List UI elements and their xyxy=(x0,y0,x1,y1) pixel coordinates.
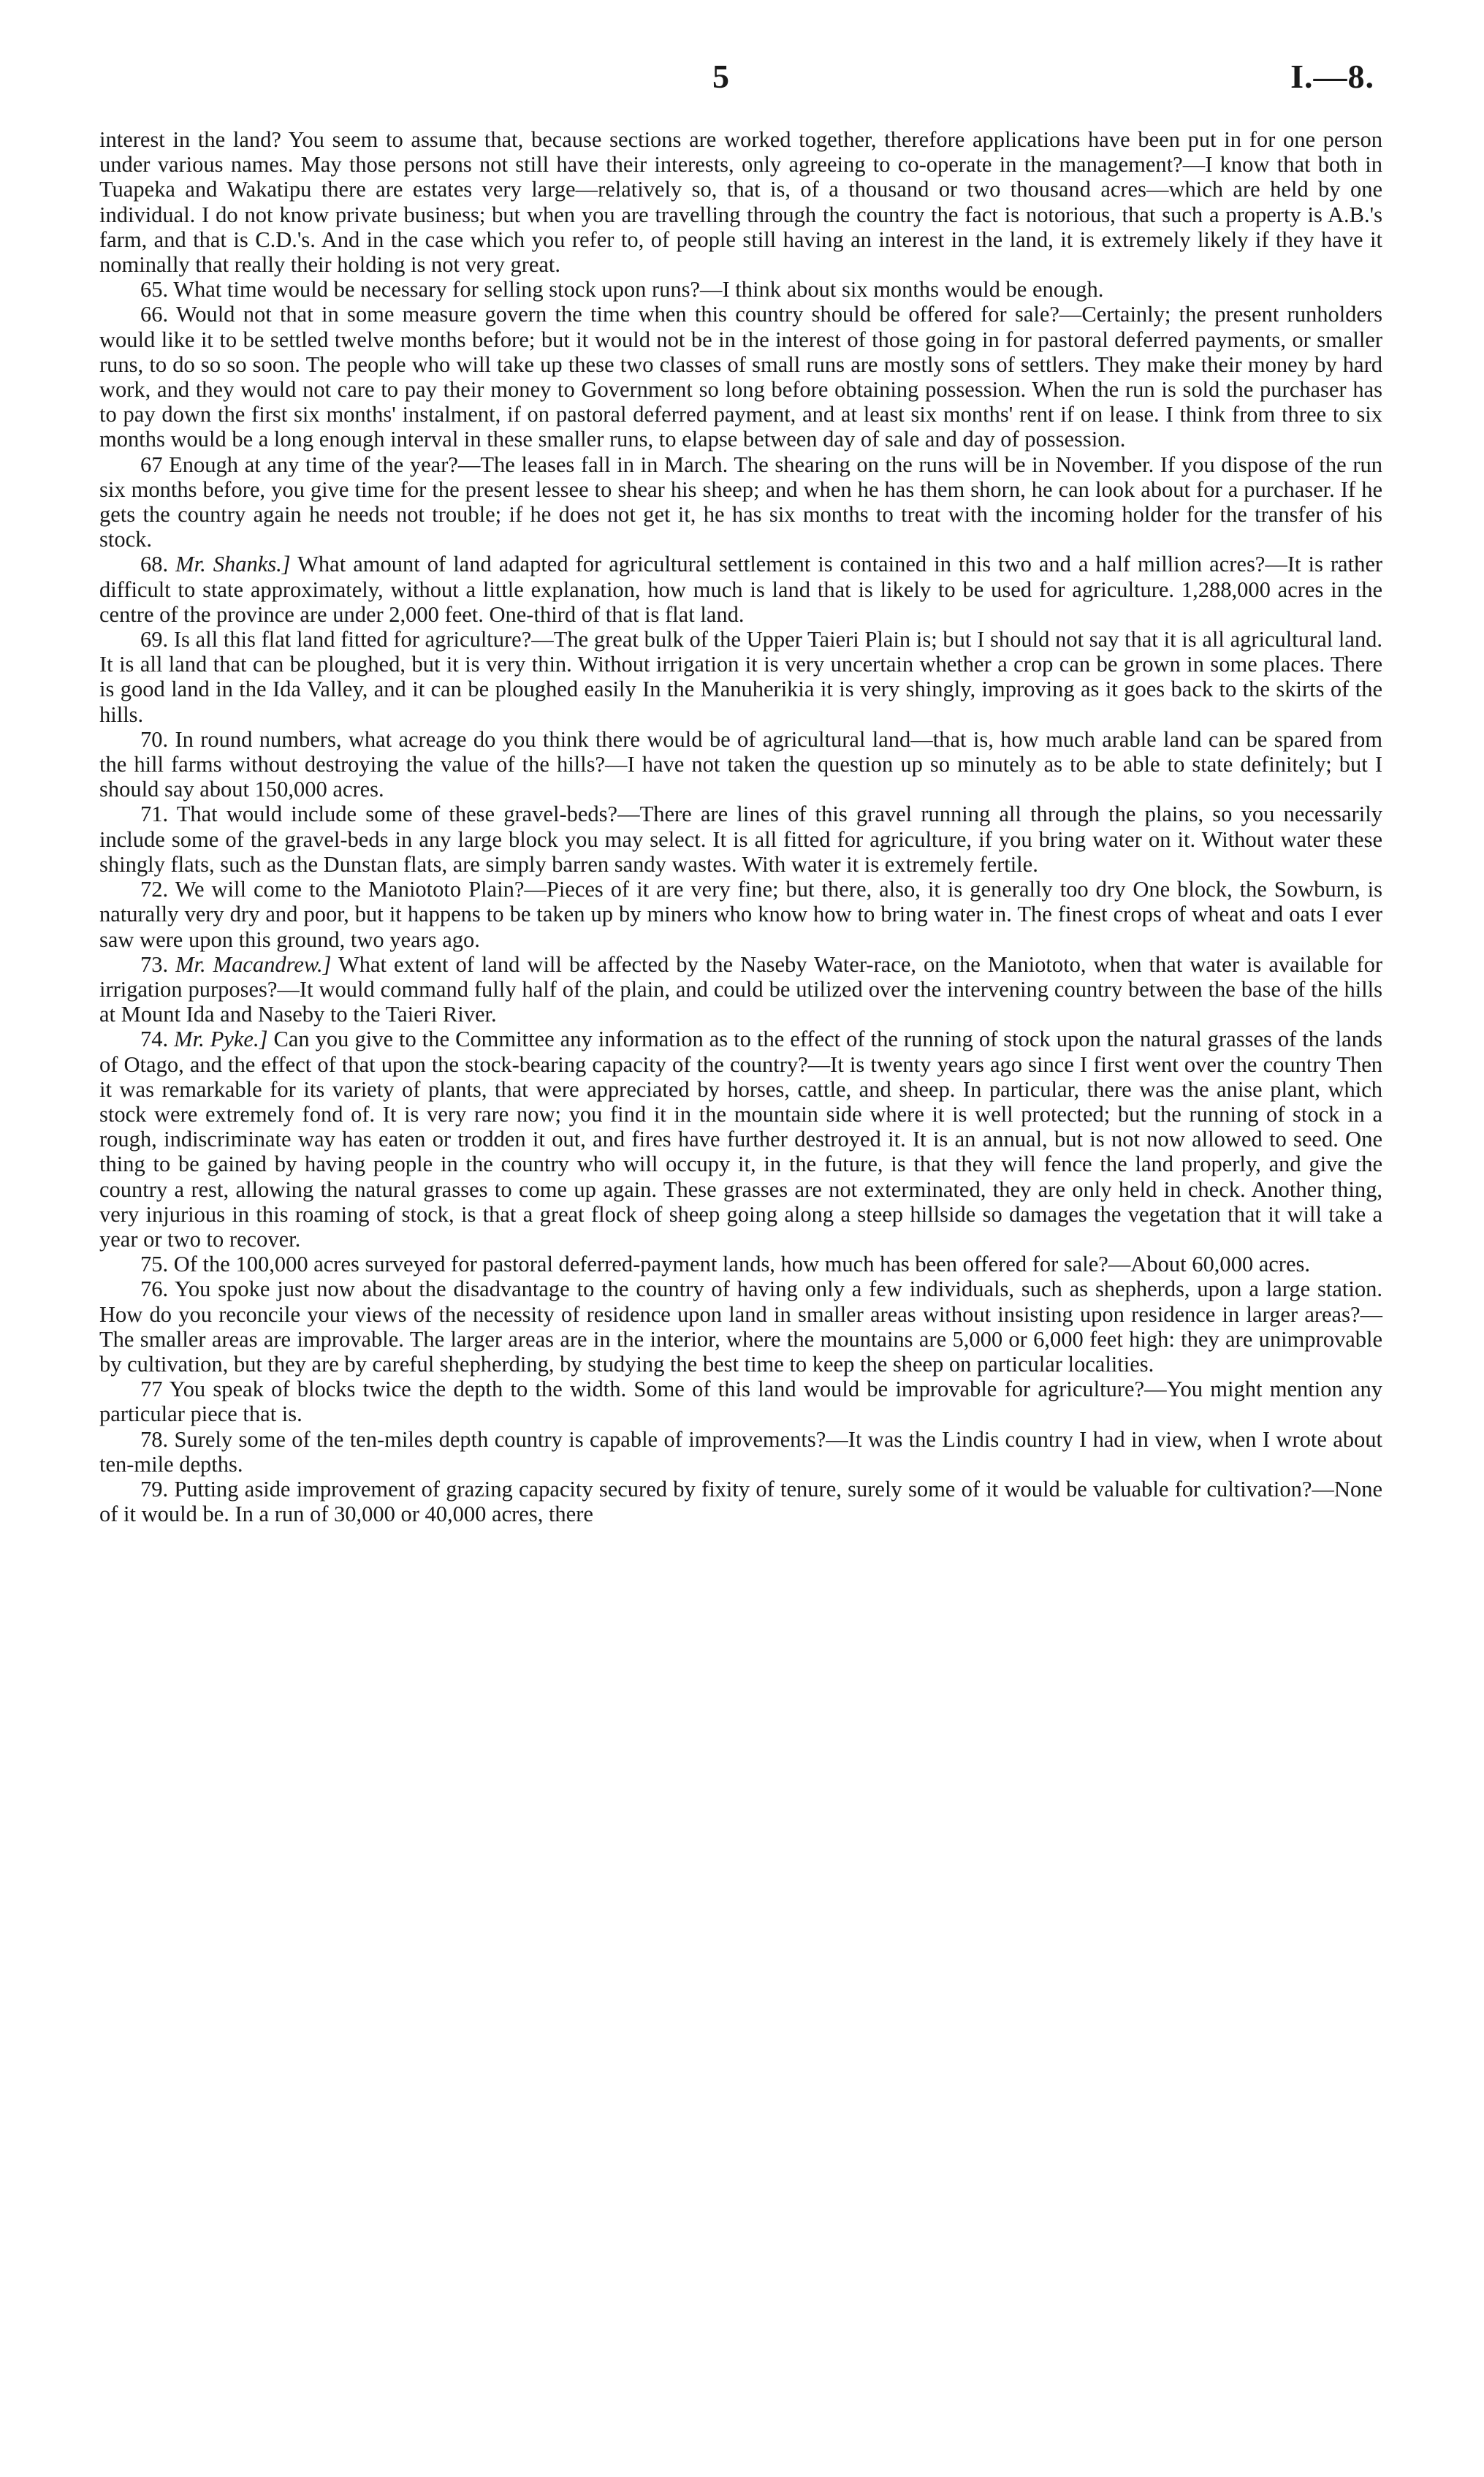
question-number: 70. xyxy=(140,726,169,752)
paragraph-text: What extent of land will be affected by the Naseby Water-race, on the Maniototo, when that water is available for irrigation purposes?—It would command fully half of the plain, and could be utilized over the intervening country between the base of the hills at Mount Ida and Naseby to the Taieri River. xyxy=(99,951,1382,1027)
page-number: 5 xyxy=(712,58,729,95)
question-number: 75. xyxy=(140,1252,169,1277)
paragraph-text: Enough at any time of the year?—The leases fall in in March. The shearing on the runs will be in November. If you dispose of the run six months before, you give time for the present lessee to shear his sheep; and when he has them shorn, he can look about for a purchaser. If he gets the country again he needs not trouble; if he does not get it, he has six months to treat with the incoming holder for the transfer of his stock. xyxy=(99,452,1382,552)
body-text xyxy=(99,127,1382,1526)
question-65 xyxy=(99,277,1382,302)
document-reference: I.—8. xyxy=(1290,58,1374,95)
paragraph-text: You speak of blocks twice the depth to the width. Some of this land would be improvable for agriculture?—You might mention any particular piece that is. xyxy=(99,1377,1382,1427)
paragraph-continuation xyxy=(99,127,1382,277)
speaker-name: Mr. Macandrew.] xyxy=(175,951,332,977)
question-74 xyxy=(99,1027,1382,1252)
paragraph-text: interest in the land? You seem to assume that, because sections are worked together, therefore applications have been put in for one person under various names. May those persons not still have their interests, only agreeing to co-operate in the management?—I know that both in Tuapeka and Wakatipu there are estates very large—relatively so, that is, of a thousand or two thousand acres—which are held by one individual. I do not know private business; but when you are travelling through the country the fact is notorious, that such a property is A.B.'s farm, and that is C.D.'s. And in the case which you refer to, of people still having an interest in the land, it is extremely likely if they have it nominally that really their holding is not very great. xyxy=(99,127,1382,278)
question-number: 71. xyxy=(140,802,169,827)
question-number: 67 xyxy=(140,452,163,477)
question-76 xyxy=(99,1276,1382,1377)
paragraph-text: What amount of land adapted for agricultural settlement is contained in this two and a half million acres?—It is rather difficult to state approximately, without a little explanation, how much is land that is likely to be used for agriculture. 1,288,000 acres in the centre of the province are under 2,000 feet. One-third of that is flat land. xyxy=(99,552,1383,627)
paragraph-text: You spoke just now about the disadvantage to the country of having only a few individuals, such as shepherds, upon a large station. How do you reconcile your views of the necessity of residence upon land in smaller areas without insisting upon residence in larger areas?—The smaller areas are improvable. The larger areas are in the interior, where the mountains are 5,000 or 6,000 feet high: they are unimprovable by cultivation, but they are by careful shepherding, by studying the best time to keep the sheep on particular localities. xyxy=(99,1276,1382,1377)
question-66 xyxy=(99,302,1382,452)
question-number: 76. xyxy=(140,1276,169,1302)
paragraph-text: Would not that in some measure govern the time when this country should be offered for sale?—Certainly; the present runholders would like it to be settled twelve months before; but it would not be in the interest of those going in for pastoral deferred payments, or smaller runs, to do so so soon. The people who will take up these two classes of small runs are mostly sons of settlers. They make their money by hard work, and they would not care to pay their money to Government so long before obtaining possession. When the run is sold the purchaser has to pay down the first six months' instalment, if on pastoral deferred payment, and at least six months' rent if on lease. I think from three to six months would be a long enough interval in these smaller runs, to elapse between day of sale and day of possession. xyxy=(99,302,1382,452)
speaker-name: Mr. Shanks.] xyxy=(175,552,291,577)
question-number: 78. xyxy=(140,1426,169,1452)
question-70 xyxy=(99,727,1382,802)
paragraph-text: Surely some of the ten-miles depth country is capable of improvements?—It was the Lindis country I had in view, when I wrote about ten-mile depths. xyxy=(99,1426,1383,1477)
question-number: 68. xyxy=(140,552,169,577)
paragraph-text: Is all this flat land fitted for agriculture?—The great bulk of the Upper Taieri Plain is; but I should not say that it is all agricultural land. It is all land that can be ploughed, but it is very thin. Without irrigation it is very uncertain whether a crop can be grown in some places. There is good land in the Ida Valley, and it can be ploughed easily In the Manuherikia it is very shingly, improving as it goes back to the skirts of the hills. xyxy=(99,627,1383,727)
question-67 xyxy=(99,452,1382,552)
question-number: 72. xyxy=(140,877,169,902)
paragraph-text: We will come to the Maniototo Plain?—Pieces of it are very fine; but there, also, it is generally too dry One block, the Sowburn, is naturally very dry and poor, but it happens to be taken up by miners who know how to bring water in. The finest crops of wheat and oats I ever saw were upon this ground, two years ago. xyxy=(99,877,1382,952)
paragraph-text: What time would be necessary for selling stock upon runs?—I think about six months would be enough. xyxy=(173,277,1104,303)
paragraph-text: That would include some of these gravel-beds?—There are lines of this gravel running all through the plains, so you necessarily include some of the gravel-beds in any large block you may select. It is all fitted for agriculture, if you bring water on it. Without water these shingly flats, such as the Dunstan flats, are simply barren sandy wastes. With water it is extremely fertile. xyxy=(99,802,1382,877)
speaker-name: Mr. Pyke.] xyxy=(174,1027,268,1052)
question-78 xyxy=(99,1427,1382,1477)
paragraph-text: In round numbers, what acreage do you think there would be of agricultural land—that is, how much arable land can be spared from the hill farms without destroying the value of the hills?—I have not taken the question up so minutely as to be able to state definitely; but I should say about 150,000 acres. xyxy=(99,726,1383,802)
question-69 xyxy=(99,627,1382,727)
question-number: 77 xyxy=(140,1377,163,1402)
question-number: 65. xyxy=(140,277,169,303)
paragraph-text: Putting aside improvement of grazing capacity secured by fixity of tenure, surely some of it would be valuable for cultivation?—None of it would be. In a run of 30,000 or 40,000 acres, there xyxy=(99,1476,1382,1527)
paragraph-text: Of the 100,000 acres surveyed for pastoral deferred-payment lands, how much has been offered for sale?—About 60,000 acres. xyxy=(173,1252,1310,1277)
question-number: 69. xyxy=(140,627,169,652)
question-number: 79. xyxy=(140,1476,169,1502)
question-number: 66. xyxy=(140,302,169,327)
question-75 xyxy=(99,1252,1382,1276)
question-72 xyxy=(99,877,1382,952)
question-number: 73. xyxy=(140,951,169,977)
question-68 xyxy=(99,552,1382,627)
question-73 xyxy=(99,952,1382,1027)
question-71 xyxy=(99,802,1382,877)
question-number: 74. xyxy=(140,1027,169,1052)
question-77 xyxy=(99,1377,1382,1426)
paragraph-text: Can you give to the Committee any information as to the effect of the running of stock upon the natural grasses of the lands of Otago, and the effect of that upon the stock-bearing capacity of the country?—It is twenty years ago since I first went over the country Then it was remarkable for its variety of plants, that were appreciated by horses, cattle, and sheep. In particular, there was the anise plant, which stock were extremely fond of. It is very rare now; you find it in the mountain side where it is well protected; but the running of stock in a rough, indiscriminate way has eaten or trodden it out, and fires have further destroyed it. It is an annual, but is not now allowed to seed. One thing to be gained by having people in the country who will occupy it, in the future, is that they will fence the land properly, and give the country a rest, allowing the natural grasses to come up again. These grasses are not exterminated, they are only held in check. Another thing, very injurious in this roaming of stock, is that a great flock of sheep going along a steep hillside so damages the vegetation that it will take a year or two to recover. xyxy=(99,1027,1383,1252)
question-79 xyxy=(99,1477,1382,1526)
